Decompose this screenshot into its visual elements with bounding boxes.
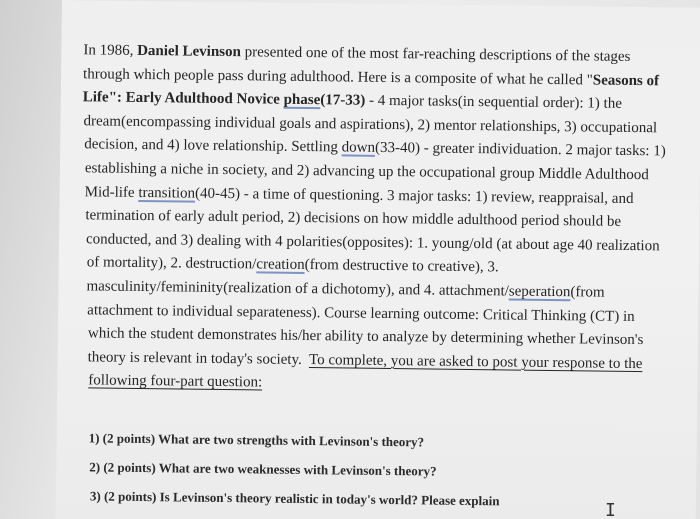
author-name: Daniel Levinson: [137, 42, 242, 61]
question-list: [88, 428, 649, 519]
text-line: [85, 205, 675, 232]
text-run: - 4 major tasks(in sequential order): 1) the: [365, 92, 622, 113]
text-run: termination of early adult period, 2) decisions on how middle adulthood period should be: [85, 207, 622, 231]
text-run: (40-45) - a time of questioning. 3 major tasks: 1) review, reappraisal, and: [194, 185, 634, 207]
underlined-term: transition: [138, 184, 196, 202]
text-run: presented one of the most far-reaching descriptions of the stages: [240, 44, 631, 65]
text-run: In 1986,: [83, 42, 138, 59]
underlined-term: phase: [283, 91, 321, 109]
text-line: [87, 253, 677, 280]
text-line: [88, 347, 678, 374]
bold-term: (17-33): [320, 92, 366, 109]
text-line: [87, 300, 677, 327]
underlined-instruction: To complete, you are asked to post your response to the: [308, 351, 643, 372]
text-run: (33-40) - greater individuation. 2 major tasks: 1): [374, 140, 666, 160]
text-run: attachment to individual separateness). Course learning outcome: Critical Thinking (CT) in: [87, 301, 635, 325]
text-line: [85, 158, 675, 185]
text-cursor-icon: I: [605, 500, 616, 519]
text-line: [83, 64, 673, 91]
text-run: which the student demonstrates his/her ability to analyze by determining whether Levinson's: [87, 325, 644, 349]
question-item: 2) (2 points) What are two weaknesses with Levinson's theory?: [89, 459, 437, 479]
text-line: [86, 276, 676, 303]
text-run: (from: [570, 284, 605, 301]
text-run: through which people pass during adulthood. Here is a composite of what he called ": [83, 65, 593, 89]
text-line: [83, 87, 673, 114]
text-run: dream(encompassing individual goals and aspirations), 2) mentor relationships, 3) occupational: [83, 113, 658, 137]
text-line: [85, 182, 675, 209]
assignment-paragraph: [79, 40, 673, 401]
text-line: [86, 229, 676, 256]
text-line: [88, 371, 678, 398]
text-run: masculinity/femininity(realization of a dichotomy), and 4. attachment/: [86, 278, 509, 300]
text-run: decision, and 4) love relationship. Settling: [84, 136, 342, 156]
underlined-instruction: following four-part question:: [88, 372, 263, 391]
text-run: (from destructive to creative), 3.: [304, 257, 499, 276]
text-run: conducted, and 3) dealing with 4 polarities(opposites): 1. young/old (at about age 40 realization: [85, 231, 660, 255]
document-page: [56, 0, 700, 519]
text-line: [83, 40, 673, 67]
text-line: [83, 111, 673, 138]
text-line: [84, 135, 674, 162]
text-line: [88, 323, 678, 350]
question-item: 1) (2 points) What are two strengths with Levinson's theory?: [88, 430, 425, 450]
text-run: Mid-life: [84, 183, 139, 201]
bold-term: Life": Early Adulthood Novice: [82, 89, 284, 108]
underlined-term: creation: [256, 256, 305, 274]
text-run: establishing a niche in society, and 2) advancing up the occupational group Middle Adulthood: [84, 160, 649, 184]
text-run: of mortality), 2. destruction/: [86, 254, 257, 273]
underlined-term: down: [341, 139, 376, 157]
underlined-term: seperation: [508, 283, 571, 301]
bold-term: Seasons of: [592, 72, 660, 89]
text-run: theory is relevant in today's society.: [87, 349, 310, 368]
question-item: 3) (2 points) Is Levinson's theory realistic in today's world? Please explain: [89, 488, 500, 509]
